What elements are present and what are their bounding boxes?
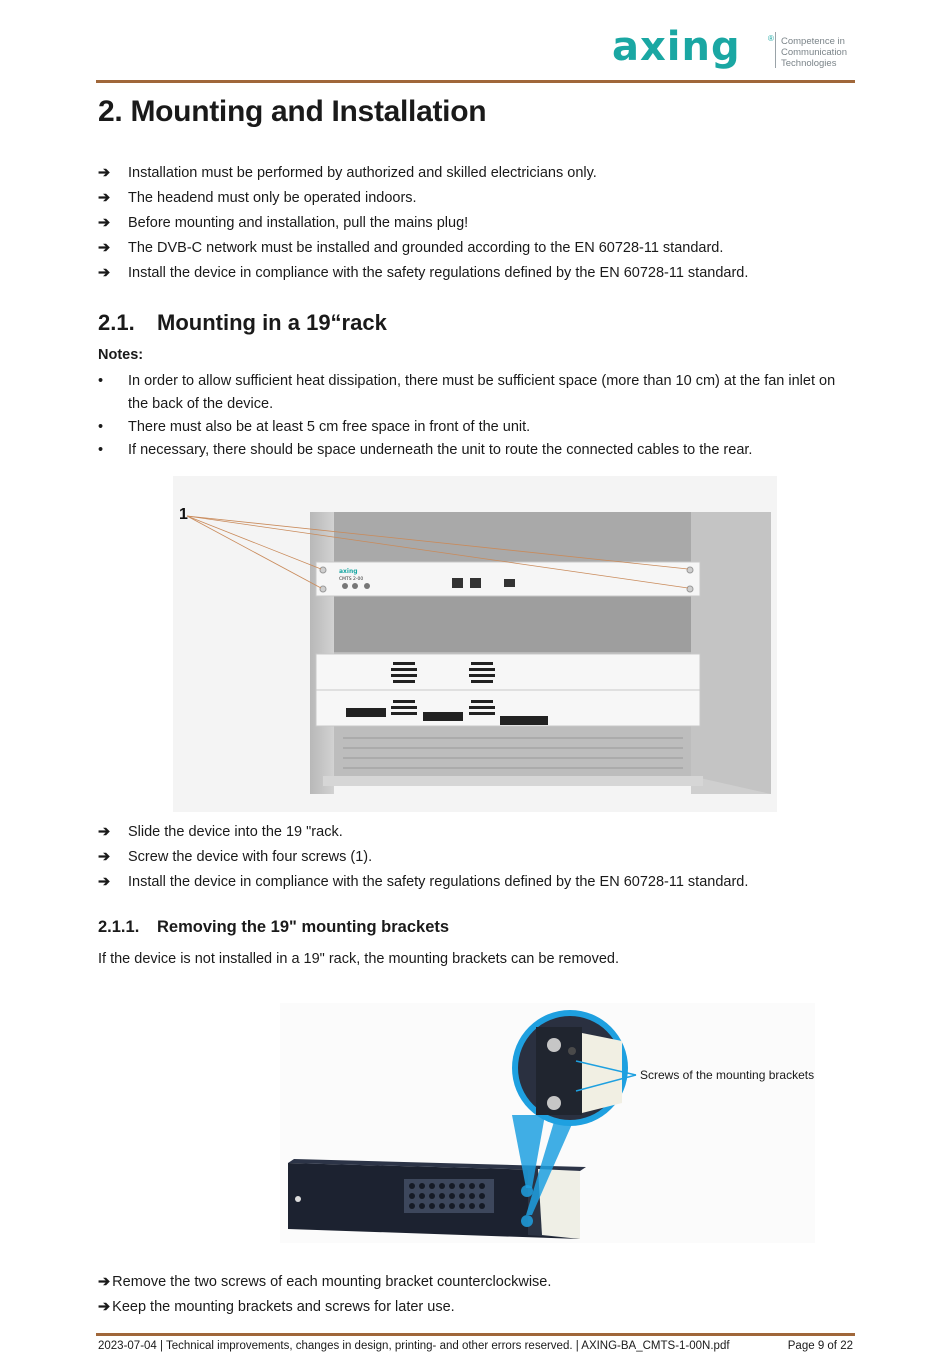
- arrow-icon: ➔: [98, 190, 111, 206]
- arrow-icon: ➔: [98, 165, 111, 181]
- logo-tagline: [781, 36, 847, 69]
- registered-mark: ®: [768, 34, 774, 43]
- list-item: ➔ The headend must only be operated indoors.: [98, 186, 748, 211]
- list-item: ➔ Keep the mounting brackets and screws for later use.: [98, 1299, 455, 1315]
- list-item: ➔ Screw the device with four screws (1).: [98, 845, 748, 870]
- arrow-icon: ➔: [98, 824, 111, 840]
- arrow-icon: ➔: [98, 849, 111, 865]
- footer-rule: [96, 1333, 855, 1336]
- rack-mounting-figure: [173, 476, 777, 812]
- list-item: • There must also be at least 5 cm free space in front of the unit.: [98, 416, 843, 439]
- page-title: 2. Mounting and Installation: [98, 95, 487, 128]
- tagline-line: Communication: [781, 47, 847, 58]
- device-brand-label: axing: [339, 568, 358, 575]
- installation-rules-list: [98, 161, 748, 286]
- section-heading-2-1: [98, 310, 387, 336]
- tagline-line: Technologies: [781, 58, 837, 69]
- logo-wordmark: axing: [612, 24, 741, 70]
- list-item: ➔ Slide the device into the 19 "rack.: [98, 820, 748, 845]
- section-number: 2.1.1.: [98, 918, 140, 936]
- arrow-icon: ➔: [98, 215, 111, 231]
- section-title: Mounting in a 19“rack: [157, 310, 387, 335]
- bullet-icon: •: [98, 373, 104, 389]
- page-number: Page 9 of 22: [787, 1340, 853, 1352]
- bracket-steps-list: [98, 1270, 551, 1320]
- arrow-icon: ➔: [98, 240, 111, 256]
- list-item: ➔ Remove the two screws of each mounting bracket counterclockwise.: [98, 1274, 552, 1290]
- section-heading-2-1-1: [98, 918, 449, 937]
- list-item: ➔ The DVB-C network must be installed and grounded according to the EN 60728-11 standard.: [98, 236, 748, 261]
- bullet-icon: •: [98, 419, 104, 435]
- callout-number: 1: [179, 506, 188, 523]
- footer-info: 2023-07-04 | Technical improvements, changes in design, printing- and other errors reserved. | AXING-BA_CMTS-1-00N.pdf: [98, 1340, 730, 1352]
- list-item: ➔ Installation must be performed by authorized and skilled electricians only.: [98, 161, 748, 186]
- notes-label: Notes:: [98, 347, 144, 363]
- bullet-icon: •: [98, 442, 104, 458]
- list-item: ➔ Install the device in compliance with the safety regulations defined by the EN 60728-11 standard.: [98, 261, 748, 286]
- list-item: • If necessary, there should be space underneath the unit to route the connected cables to the rear.: [98, 439, 843, 462]
- arrow-icon: ➔: [98, 265, 111, 281]
- logo-separator: [775, 32, 776, 68]
- section-title: Removing the 19" mounting brackets: [157, 918, 450, 936]
- mounting-steps-list: [98, 820, 748, 895]
- axing-logo: [612, 24, 857, 74]
- bracket-paragraph: If the device is not installed in a 19" rack, the mounting brackets can be removed.: [98, 951, 619, 967]
- screws-callout-label: Screws of the mounting brackets: [640, 1068, 815, 1082]
- section-number: 2.1.: [98, 310, 135, 335]
- list-item: ➔ Install the device in compliance with the safety regulations defined by the EN 60728-11 standard.: [98, 870, 748, 895]
- arrow-icon: ➔: [98, 1299, 111, 1315]
- notes-list: [98, 370, 843, 462]
- tagline-line: Competence in: [781, 36, 845, 47]
- mounting-bracket-figure: [280, 1003, 815, 1243]
- list-item: ➔ Before mounting and installation, pull the mains plug!: [98, 211, 748, 236]
- arrow-icon: ➔: [98, 874, 111, 890]
- device-model-label: CMTS 2-00: [339, 577, 364, 582]
- arrow-icon: ➔: [98, 1274, 111, 1290]
- header-rule: [96, 80, 855, 83]
- list-item: • In order to allow sufficient heat dissipation, there must be sufficient space (more than 10 cm) at the fan inlet on the back of the device.: [98, 370, 843, 416]
